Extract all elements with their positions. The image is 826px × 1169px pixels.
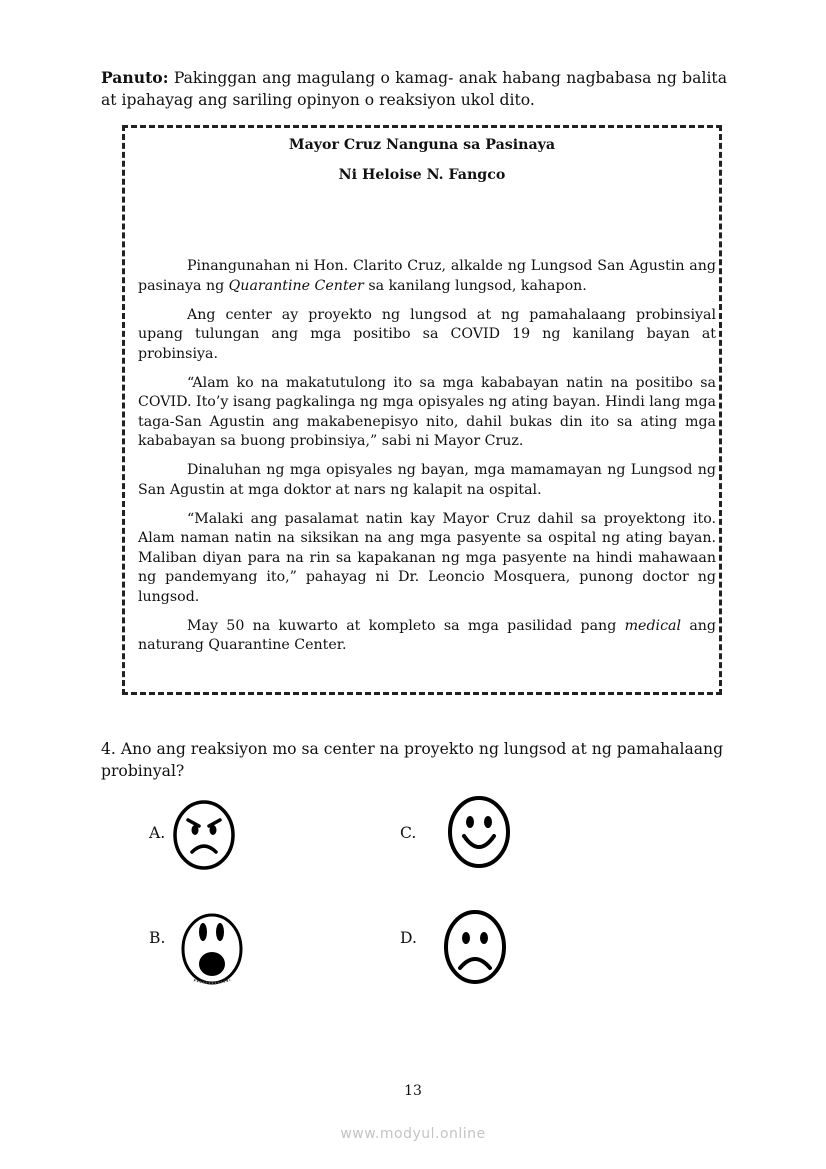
instruction-text: Pakinggan ang magulang o kamag- anak habang nagbabasa ng balita at ipahayag ang sariling opinyon o reaksiyon ukol dito. — [101, 69, 727, 109]
news-article-box — [122, 125, 722, 695]
article-paragraph: “Malaki ang pasalamat natin kay Mayor Cruz dahil sa proyektong ito. Alam naman natin na siksikan na ang mga pasyente sa ospital ng ating bayan. Maliban diyan para na rin sa kapakanan ng mga pasyente na hindi mahawaan ng pandemyang ito,” pahayag ni Dr. Leoncio Mosquera, punong doctor ng lungsod. — [138, 510, 716, 605]
article-byline: Ni Heloise N. Fangco — [338, 167, 506, 183]
sad-face-icon[interactable] — [442, 908, 508, 986]
article-paragraph: “Alam ko na makatutulong ito sa mga kababayan natin na positibo sa COVID. Ito’y isang pagkalinga ng mga opisyales ng ating bayan. Hindi lang mga taga-San Agustin ang makabenepisyo nito, dahil bukas din ito sa ating mga kababayan sa buong probinsiya,” sabi ni Mayor Cruz. — [138, 374, 716, 449]
article-paragraph: May 50 na kuwarto at kompleto sa mga pasilidad pang medical ang naturang Quarantine Center. — [138, 617, 716, 653]
article-body — [138, 257, 716, 665]
article-paragraph: Dinaluhan ng mga opisyales ng bayan, mga mamamayan ng Lungsod ng San Agustin at mga doktor at nars ng kalapit na ospital. — [138, 462, 716, 498]
article-paragraph: Pinangunahan ni Hon. Clarito Cruz, alkalde ng Lungsod San Agustin ang pasinaya ng Quarantine Center sa kanilang lungsod, kahapon. — [138, 258, 716, 294]
option-a-label[interactable]: A. — [149, 824, 166, 842]
article-title: Mayor Cruz Nanguna sa Pasinaya — [288, 137, 556, 153]
page-number: 13 — [404, 1083, 422, 1099]
shocked-face-icon[interactable] — [180, 912, 244, 988]
watermark: www.modyul.online — [340, 1126, 486, 1142]
happy-face-icon[interactable] — [446, 794, 512, 870]
option-c-label[interactable]: C. — [400, 824, 417, 842]
angry-face-icon[interactable] — [172, 800, 236, 870]
option-b-label[interactable]: B. — [149, 929, 166, 947]
instructions — [101, 67, 727, 111]
article-paragraph: Ang center ay proyekto ng lungsod at ng pamahalaang probinsiyal upang tulungan ang mga positibo sa COVID 19 ng kanilang bayan at probinsiya. — [138, 306, 716, 362]
question-4: 4. Ano ang reaksiyon mo sa center na proyekto ng lungsod at ng pamahalaang probinyal? — [101, 740, 724, 780]
option-d-label[interactable]: D. — [400, 929, 417, 947]
instruction-label: Panuto: — [101, 68, 169, 87]
